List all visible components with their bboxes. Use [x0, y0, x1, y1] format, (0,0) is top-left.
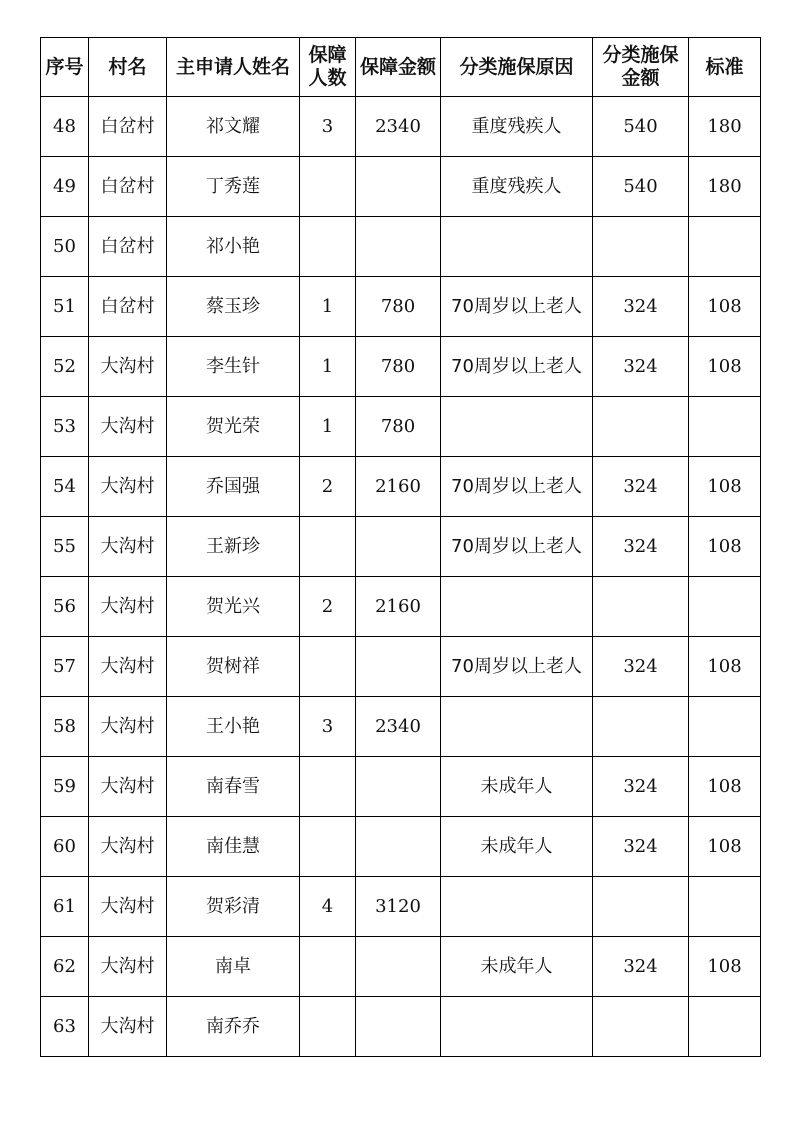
cell-applicant-name: 王小艳: [167, 697, 300, 757]
cell-benefit-amount: 2340: [356, 97, 441, 157]
cell-benefit-amount: 780: [356, 277, 441, 337]
cell-classification-amount: [593, 397, 689, 457]
cell-standard: 180: [689, 157, 761, 217]
table-row: [41, 697, 761, 757]
table-row: [41, 397, 761, 457]
cell-standard: [689, 997, 761, 1057]
cell-classification-amount: 324: [593, 517, 689, 577]
cell-classification-amount: [593, 217, 689, 277]
cell-standard: 108: [689, 937, 761, 997]
cell-standard: [689, 697, 761, 757]
cell-village: 白岔村: [89, 277, 167, 337]
table-row: [41, 457, 761, 517]
cell-classification-reason: 70周岁以上老人: [441, 517, 593, 577]
cell-covered-persons: 4: [300, 877, 356, 937]
cell-covered-persons: 2: [300, 457, 356, 517]
cell-village: 大沟村: [89, 517, 167, 577]
cell-standard: 108: [689, 337, 761, 397]
cell-classification-amount: 540: [593, 157, 689, 217]
cell-applicant-name: 贺光荣: [167, 397, 300, 457]
cell-serial-no: 62: [41, 937, 89, 997]
cell-applicant-name: 祁文耀: [167, 97, 300, 157]
cell-classification-amount: [593, 997, 689, 1057]
cell-standard: [689, 397, 761, 457]
cell-serial-no: 52: [41, 337, 89, 397]
cell-covered-persons: [300, 757, 356, 817]
cell-standard: 108: [689, 517, 761, 577]
cell-village: 大沟村: [89, 997, 167, 1057]
cell-applicant-name: 贺树祥: [167, 637, 300, 697]
header-benefit-amount: 保障金额: [356, 38, 441, 97]
cell-applicant-name: 乔国强: [167, 457, 300, 517]
cell-village: 大沟村: [89, 757, 167, 817]
cell-village: 白岔村: [89, 217, 167, 277]
cell-classification-reason: 未成年人: [441, 937, 593, 997]
cell-standard: 108: [689, 637, 761, 697]
cell-applicant-name: 蔡玉珍: [167, 277, 300, 337]
cell-applicant-name: 丁秀莲: [167, 157, 300, 217]
cell-village: 大沟村: [89, 817, 167, 877]
cell-classification-reason: 重度残疾人: [441, 157, 593, 217]
cell-benefit-amount: 780: [356, 337, 441, 397]
cell-classification-amount: 324: [593, 817, 689, 877]
cell-serial-no: 59: [41, 757, 89, 817]
cell-benefit-amount: [356, 937, 441, 997]
cell-standard: 108: [689, 757, 761, 817]
table-body: [41, 97, 761, 1057]
header-classification-reason: 分类施保原因: [441, 38, 593, 97]
cell-classification-reason: 70周岁以上老人: [441, 637, 593, 697]
header-village: 村名: [89, 38, 167, 97]
table-row: [41, 577, 761, 637]
cell-standard: [689, 577, 761, 637]
cell-applicant-name: 南卓: [167, 937, 300, 997]
cell-benefit-amount: 3120: [356, 877, 441, 937]
cell-covered-persons: [300, 817, 356, 877]
cell-classification-reason: [441, 397, 593, 457]
cell-classification-reason: [441, 997, 593, 1057]
cell-classification-reason: 70周岁以上老人: [441, 337, 593, 397]
cell-benefit-amount: [356, 157, 441, 217]
cell-classification-reason: 未成年人: [441, 817, 593, 877]
cell-benefit-amount: 2340: [356, 697, 441, 757]
cell-classification-amount: 324: [593, 937, 689, 997]
cell-village: 大沟村: [89, 697, 167, 757]
cell-standard: [689, 217, 761, 277]
cell-benefit-amount: [356, 637, 441, 697]
cell-classification-reason: 70周岁以上老人: [441, 277, 593, 337]
cell-classification-reason: 重度残疾人: [441, 97, 593, 157]
header-standard: 标准: [689, 38, 761, 97]
table-row: [41, 877, 761, 937]
cell-serial-no: 63: [41, 997, 89, 1057]
cell-classification-reason: 70周岁以上老人: [441, 457, 593, 517]
cell-classification-amount: [593, 877, 689, 937]
cell-applicant-name: 贺彩清: [167, 877, 300, 937]
cell-serial-no: 48: [41, 97, 89, 157]
cell-classification-amount: 540: [593, 97, 689, 157]
cell-covered-persons: 3: [300, 97, 356, 157]
cell-applicant-name: 南乔乔: [167, 997, 300, 1057]
cell-village: 大沟村: [89, 457, 167, 517]
cell-classification-reason: [441, 877, 593, 937]
cell-classification-amount: 324: [593, 457, 689, 517]
cell-village: 大沟村: [89, 397, 167, 457]
cell-classification-amount: 324: [593, 337, 689, 397]
cell-benefit-amount: [356, 217, 441, 277]
cell-village: 大沟村: [89, 937, 167, 997]
cell-covered-persons: 1: [300, 277, 356, 337]
cell-serial-no: 56: [41, 577, 89, 637]
cell-applicant-name: 李生针: [167, 337, 300, 397]
cell-applicant-name: 王新珍: [167, 517, 300, 577]
table-row: [41, 217, 761, 277]
table-row: [41, 997, 761, 1057]
cell-serial-no: 49: [41, 157, 89, 217]
table-row: [41, 277, 761, 337]
header-classification-amount: 分类施保金额: [593, 38, 689, 97]
table-row: [41, 517, 761, 577]
cell-covered-persons: [300, 997, 356, 1057]
cell-covered-persons: [300, 937, 356, 997]
cell-applicant-name: 祁小艳: [167, 217, 300, 277]
cell-standard: 108: [689, 817, 761, 877]
cell-serial-no: 51: [41, 277, 89, 337]
cell-covered-persons: 1: [300, 337, 356, 397]
cell-covered-persons: 3: [300, 697, 356, 757]
cell-classification-amount: 324: [593, 757, 689, 817]
cell-covered-persons: [300, 217, 356, 277]
table-row: [41, 337, 761, 397]
table-row: [41, 97, 761, 157]
table-row: [41, 937, 761, 997]
table-row: [41, 637, 761, 697]
cell-serial-no: 61: [41, 877, 89, 937]
cell-classification-reason: 未成年人: [441, 757, 593, 817]
cell-benefit-amount: 2160: [356, 457, 441, 517]
header-covered-persons: 保障人数: [300, 38, 356, 97]
table-row: [41, 817, 761, 877]
cell-standard: 180: [689, 97, 761, 157]
cell-serial-no: 60: [41, 817, 89, 877]
header-serial-no: 序号: [41, 38, 89, 97]
cell-applicant-name: 贺光兴: [167, 577, 300, 637]
table-row: [41, 757, 761, 817]
cell-applicant-name: 南春雪: [167, 757, 300, 817]
cell-benefit-amount: [356, 817, 441, 877]
cell-covered-persons: 2: [300, 577, 356, 637]
cell-serial-no: 58: [41, 697, 89, 757]
cell-serial-no: 57: [41, 637, 89, 697]
cell-village: 大沟村: [89, 637, 167, 697]
cell-serial-no: 54: [41, 457, 89, 517]
cell-serial-no: 53: [41, 397, 89, 457]
cell-standard: 108: [689, 457, 761, 517]
cell-benefit-amount: 780: [356, 397, 441, 457]
cell-covered-persons: [300, 517, 356, 577]
cell-applicant-name: 南佳慧: [167, 817, 300, 877]
cell-benefit-amount: [356, 757, 441, 817]
cell-village: 大沟村: [89, 337, 167, 397]
header-row: [41, 38, 761, 97]
cell-covered-persons: [300, 637, 356, 697]
cell-covered-persons: [300, 157, 356, 217]
cell-serial-no: 50: [41, 217, 89, 277]
assistance-roster-table: [40, 37, 761, 1057]
header-applicant-name: 主申请人姓名: [167, 38, 300, 97]
cell-village: 大沟村: [89, 877, 167, 937]
cell-classification-amount: [593, 577, 689, 637]
cell-covered-persons: 1: [300, 397, 356, 457]
cell-classification-reason: [441, 217, 593, 277]
cell-classification-amount: [593, 697, 689, 757]
cell-standard: [689, 877, 761, 937]
cell-classification-amount: 324: [593, 637, 689, 697]
cell-village: 大沟村: [89, 577, 167, 637]
cell-serial-no: 55: [41, 517, 89, 577]
cell-classification-reason: [441, 577, 593, 637]
cell-benefit-amount: [356, 997, 441, 1057]
cell-benefit-amount: [356, 517, 441, 577]
cell-classification-amount: 324: [593, 277, 689, 337]
table-row: [41, 157, 761, 217]
cell-village: 白岔村: [89, 157, 167, 217]
cell-standard: 108: [689, 277, 761, 337]
cell-village: 白岔村: [89, 97, 167, 157]
cell-classification-reason: [441, 697, 593, 757]
cell-benefit-amount: 2160: [356, 577, 441, 637]
